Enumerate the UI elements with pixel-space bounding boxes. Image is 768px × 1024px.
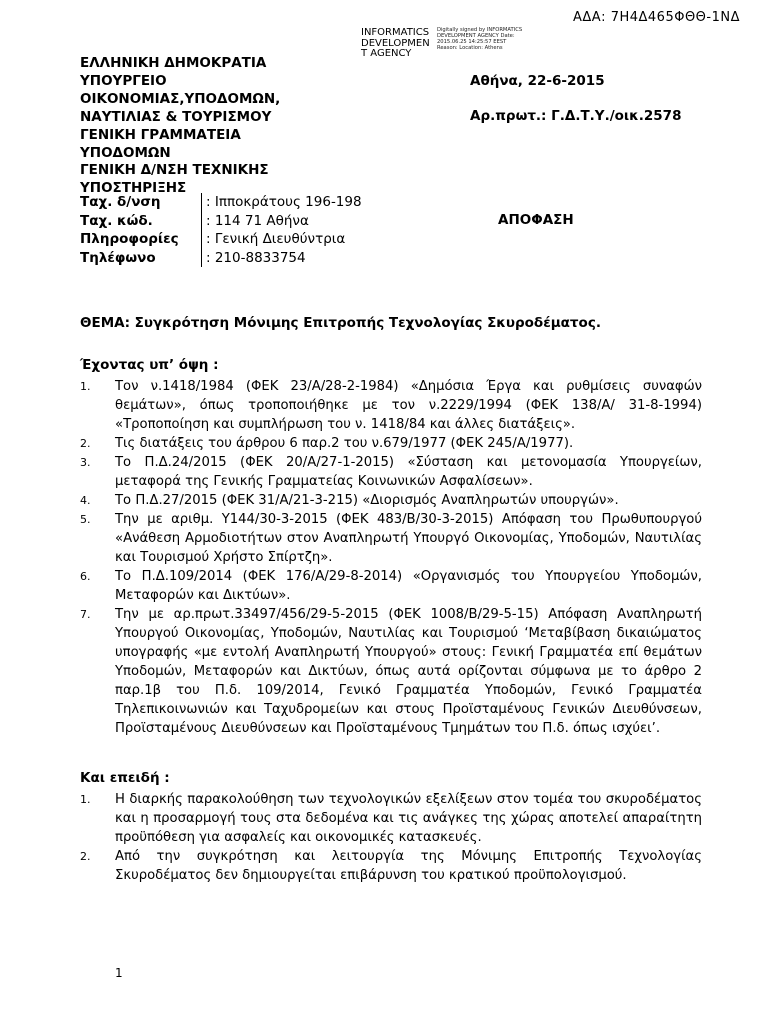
list-text: Το Π.Δ.24/2015 (ΦΕΚ 20/Α/27-1-2015) «Σύσταση και μετονομασία Υπουργείων, μεταφορά της Γενικής Γραμματείας Κοινωνικών Ασφαλίσεων». (115, 455, 702, 489)
header-line: ΕΛΛΗΝΙΚΗ ΔΗΜΟΚΡΑΤΙΑ (80, 55, 267, 71)
issuing-authority-header (80, 55, 280, 198)
list-item (80, 567, 702, 605)
protocol-number: Αρ.πρωτ.: Γ.Δ.Τ.Υ./οικ.2578 (470, 108, 682, 124)
contact-label: Ταχ. δ/νση (80, 194, 161, 210)
list-text: Η διαρκής παρακολούθηση των τεχνολογικών εξελίξεων στον τομέα του σκυροδέματος και η προσαρμογή τους στα δεδομένα και τις ανάγκες της χώρας αποτελεί απαραίτητη προϋπόθεση για ασφαλείς και οικονομικές κατασκευές. (115, 792, 702, 845)
list-item (80, 605, 702, 738)
contact-value: : 114 71 Αθήνα (201, 212, 309, 231)
header-line: ΓΕΝΙΚΗ Δ/ΝΣΗ ΤΕΧΝΙΚΗΣ (80, 162, 269, 179)
page-number: 1 (115, 966, 123, 980)
list-text: Το Π.Δ.109/2014 (ΦΕΚ 176/Α/29-8-2014) «Οργανισμός του Υπουργείου Υποδομών, Μεταφορών και Δικτύων». (115, 569, 702, 603)
ada-code: ΑΔΑ: 7Η4Δ465ΦΘΘ-1ΝΔ (573, 10, 740, 25)
list-number: 1. (80, 380, 91, 393)
contact-row (80, 212, 362, 231)
document-date: Αθήνα, 22-6-2015 (470, 73, 605, 89)
header-line: ΓΕΝΙΚΗ ΓΡΑΜΜΑΤΕΙΑ (80, 126, 241, 143)
list-number: 4. (80, 494, 91, 507)
list-item (80, 510, 702, 567)
list-item (80, 434, 702, 453)
header-line: ΥΠΟΣΤΗΡΙΞΗΣ (80, 180, 187, 197)
contact-block (80, 193, 362, 267)
header-line: ΥΠΟΔΟΜΩΝ (80, 144, 171, 161)
contact-label: Τηλέφωνο (80, 249, 156, 266)
list-number: 7. (80, 608, 91, 621)
having-regard-heading: Έχοντας υπ’ όψη : (80, 357, 219, 373)
contact-value: : Ιπποκράτους 196-198 (201, 193, 362, 212)
digital-signature-org: INFORMATICS DEVELOPMEN T AGENCY (361, 27, 430, 59)
having-regard-list (80, 377, 702, 738)
contact-row (80, 193, 362, 212)
list-number: 6. (80, 570, 91, 583)
contact-label: Ταχ. κώδ. (80, 212, 153, 229)
list-item (80, 491, 702, 510)
list-number: 1. (80, 793, 91, 806)
header-line: ΝΑΥΤΙΛΙΑΣ & ΤΟΥΡΙΣΜΟΥ (80, 108, 272, 125)
list-text: Τις διατάξεις του άρθρου 6 παρ.2 του ν.679/1977 (ΦΕΚ 245/Α/1977). (115, 436, 574, 451)
list-number: 3. (80, 456, 91, 469)
list-text: Την με αριθμ. Υ144/30-3-2015 (ΦΕΚ 483/Β/30-3-2015) Απόφαση του Πρωθυπουργού «Ανάθεση Αρμοδιοτήτων στον Αναπληρωτή Υπουργό Οικονομίας, Υποδομών, Ναυτιλίας και Τουρισμού Χρήστο Σπίρτζη». (115, 512, 702, 565)
list-number: 2. (80, 437, 91, 450)
list-item (80, 453, 702, 491)
subject-line: ΘΕΜΑ: Συγκρότηση Μόνιμης Επιτροπής Τεχνολογίας Σκυροδέματος. (80, 315, 601, 331)
contact-label: Πληροφορίες (80, 231, 179, 247)
list-item (80, 790, 702, 847)
list-text: Το Π.Δ.27/2015 (ΦΕΚ 31/Α/21-3-215) «Διορισμός Αναπληρωτών υπουργών». (115, 493, 619, 508)
list-item (80, 847, 702, 885)
list-text: Την με αρ.πρωτ.33497/456/29-5-2015 (ΦΕΚ 1008/Β/29-5-15) Απόφαση Αναπληρωτή Υπουργού Οικονομίας, Υποδομών, Ναυτιλίας και Τουρισμού ‘Μεταβίβαση δικαιώματος υπογραφής «με εντολή Αναπληρωτή Υπουργού» στους: Γενική Γραμματέα επί θεμάτων Υποδομών, Μεταφορών και Δικτύων, όπως αυτά ορίζονται σύμφωνα με το άρθρο 2 παρ.1β του Π.δ. 109/2014, Γενικό Γραμματέα Υποδομών, Γενικό Γραμματέα Τηλεπικοινωνιών και Ταχυδρομείων και στους Προϊσταμένους Γενικών Διευθύνσεων, Προϊσταμένους Διευθύνσεων και Προϊσταμένους Τμημάτων του Π.δ. όπως ισχύει’. (115, 607, 702, 736)
header-line: ΥΠΟΥΡΓΕΙΟ (80, 72, 167, 89)
whereas-heading: Και επειδή : (80, 770, 170, 786)
list-number: 5. (80, 513, 91, 526)
contact-row (80, 230, 362, 249)
contact-value: : 210-8833754 (201, 249, 306, 268)
list-text: Τον ν.1418/1984 (ΦΕΚ 23/Α/28-2-1984) «Δημόσια Έργα και ρυθμίσεις συναφών θεμάτων», όπως τροποποιήθηκε με τον ν.2229/1994 (ΦΕΚ 138/Α/ 31-8-1994) «Τροποποίηση και συμπλήρωση του ν. 1418/84 και άλλες διατάξεις». (115, 379, 702, 432)
digital-signature-details: Digitally signed by INFORMATICS DEVELOPMENT AGENCY Date: 2015.06.25 14:25:57 EEST Reason: Location: Athens (437, 27, 523, 51)
whereas-list (80, 790, 702, 885)
list-number: 2. (80, 850, 91, 863)
contact-value: : Γενική Διευθύντρια (201, 230, 345, 249)
list-item (80, 377, 702, 434)
header-line: ΟΙΚΟΝΟΜΙΑΣ,ΥΠΟΔΟΜΩΝ, (80, 90, 281, 107)
contact-row (80, 249, 362, 268)
decision-title: ΑΠΟΦΑΣΗ (498, 212, 574, 228)
list-text: Από την συγκρότηση και λειτουργία της Μόνιμης Επιτροπής Τεχνολογίας Σκυροδέματος δεν δημιουργείται επιβάρυνση του κρατικού προϋπολογισμού. (115, 849, 702, 883)
